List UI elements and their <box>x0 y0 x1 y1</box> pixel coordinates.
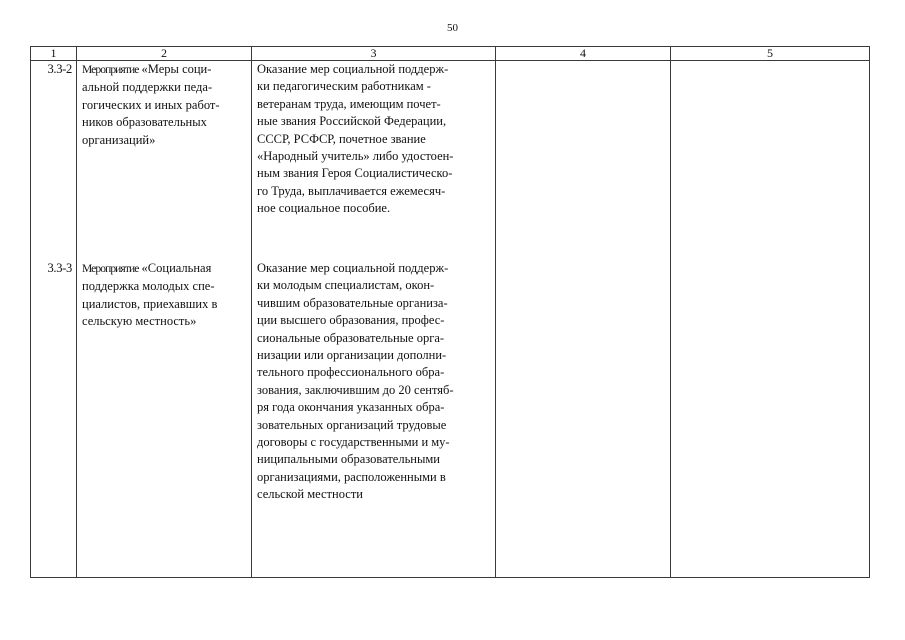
measure-title-text: «Социальная поддержка молодых спе- циалистов, приехавших в сельскую местность» <box>82 261 218 329</box>
measure-title <box>77 260 251 331</box>
measure-title-text: «Меры соци- альной поддержки педа- гогических и иных работ- ников образовательных организаций» <box>82 62 220 147</box>
measure-title <box>77 61 251 149</box>
header-col-1: 1 <box>31 47 77 61</box>
number-cell <box>31 61 77 578</box>
item-number: 3.3-2 <box>47 62 72 76</box>
col5-cell <box>671 61 870 578</box>
measure-title-prefix: Мероприятие <box>82 263 139 275</box>
measure-description-cell <box>252 61 496 578</box>
page-number: 50 <box>447 22 458 34</box>
measure-description: Оказание мер социальной поддерж- ки молодым специалистам, окон- чившим образовательные организа- ции высшего образования, профес- сиональные образовательные орга- низации или организации дополни- тельного профессионального обра- зования, заключившим до 20 сентяб- ря года окончания указанных обра- зовательных организаций трудовые договоры с государственными и му- ниципальными образовательными организациями, расположенными в сельской местности <box>257 261 454 502</box>
header-col-3: 3 <box>252 47 496 61</box>
item-number: 3.3-3 <box>47 261 72 275</box>
header-row <box>31 47 870 61</box>
header-col-5: 5 <box>671 47 870 61</box>
measure-description: Оказание мер социальной поддерж- ки педагогическим работникам - ветеранам труда, имеющим почет- ные звания Российской Федерации, СССР, РСФСР, почетное звание «Народный учитель» либо удостоен- ным звания Героя Социалистическо- го Труда, выплачивается ежемесяч- ное социальное пособие. <box>257 62 454 216</box>
header-col-2: 2 <box>77 47 252 61</box>
table-body <box>31 61 870 578</box>
table-header <box>31 47 870 61</box>
measures-table <box>30 46 870 578</box>
measure-title-prefix: Мероприятие <box>82 64 139 76</box>
col4-cell <box>496 61 671 578</box>
measure-title-cell <box>77 61 252 578</box>
header-col-4: 4 <box>496 47 671 61</box>
table-row <box>31 61 870 578</box>
